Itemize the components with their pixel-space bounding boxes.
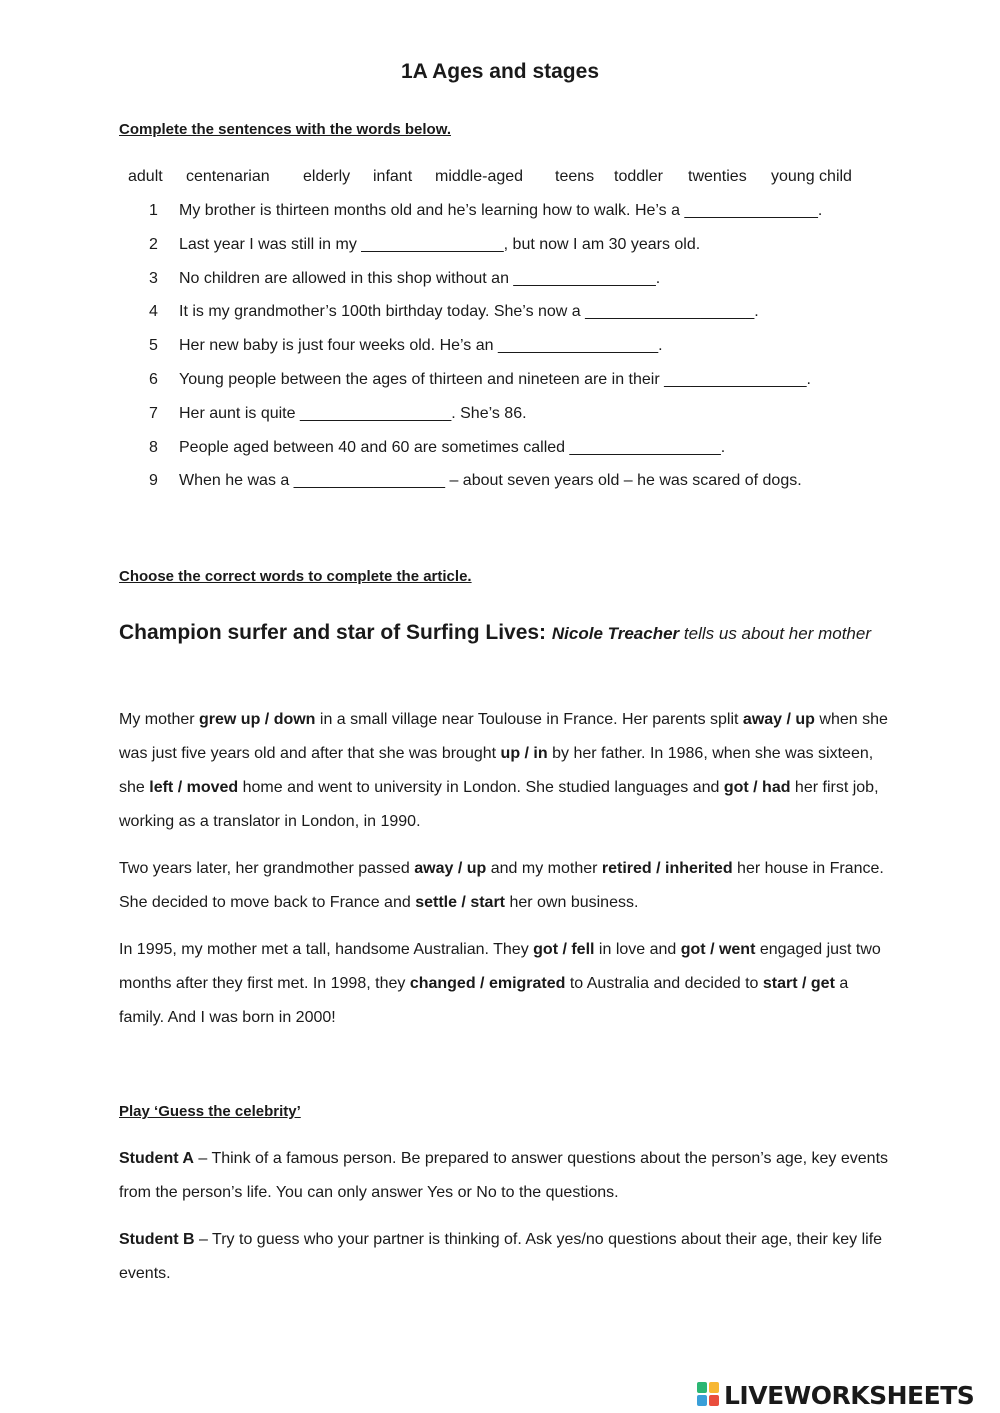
word-choice[interactable]: up / in: [500, 745, 548, 762]
word-bank-item: twenties: [688, 168, 747, 185]
sentence-number: 5: [149, 337, 158, 355]
sentence-text: It is my grandmother’s 100th birthday today. She’s now a ___________________.: [179, 303, 759, 321]
word-choice[interactable]: left / moved: [149, 779, 239, 796]
logo-text: LIVEWORKSHEETS: [724, 1380, 975, 1410]
article-paragraph-3: [119, 933, 894, 1035]
para-text: her house in France. She decided to move back to France and: [119, 860, 884, 911]
para-text: and my mother: [486, 860, 602, 877]
para-text: a family. And I was born in 2000!: [119, 975, 849, 1026]
sentence-list: [0, 202, 1000, 506]
word-choice[interactable]: start / get: [762, 975, 835, 992]
para-text: in a small village near Toulouse in France. Her parents split: [315, 711, 743, 728]
section-heading-complete: Complete the sentences with the words below.: [119, 121, 451, 138]
sentence-item: [0, 472, 1000, 506]
sentence-number: 6: [149, 370, 158, 388]
sentence-number: 7: [149, 404, 158, 422]
sentence-text: People aged between 40 and 60 are sometimes called _________________.: [179, 438, 726, 456]
article-title-main: Champion surfer and star of Surfing Lives:: [119, 621, 547, 644]
word-bank-item: adult: [128, 168, 163, 185]
para-text: home and went to university in London. She studied languages and: [238, 779, 724, 796]
sentence-item: [0, 371, 1000, 405]
sentence-item: [0, 202, 1000, 236]
sentence-number: 8: [149, 438, 158, 456]
para-text: Two years later, her grandmother passed: [119, 860, 415, 877]
logo-square: [697, 1395, 707, 1406]
word-choice[interactable]: retired / inherited: [601, 860, 733, 877]
article-subtitle-text: tells us about her mother: [683, 624, 872, 643]
student-b-text: – Try to guess who your partner is thinking of. Ask yes/no questions about their age, their key life events.: [119, 1231, 883, 1282]
liveworksheets-logo: [697, 1378, 974, 1412]
section-heading-choose: Choose the correct words to complete the article.: [119, 568, 472, 585]
sentence-text: When he was a _________________ – about seven years old – he was scared of dogs.: [179, 472, 802, 490]
word-choice[interactable]: changed / emigrated: [409, 975, 566, 992]
word-bank: [0, 168, 1000, 188]
article-paragraph-1: [119, 703, 894, 839]
logo-mark-icon: [697, 1382, 721, 1408]
sentence-item: [0, 236, 1000, 270]
para-text: In 1995, my mother met a tall, handsome Australian. They: [119, 941, 534, 958]
para-text: engaged just two months after they first met. In 1998, they: [119, 941, 881, 992]
article-subtitle-name: Nicole Treacher: [551, 624, 680, 643]
word-choice[interactable]: away / up: [742, 711, 815, 728]
word-choice[interactable]: got / went: [680, 941, 756, 958]
para-text: My mother: [119, 711, 200, 728]
student-a-text: – Think of a famous person. Be prepared to answer questions about the person’s age, key events from the person’s life. You can only answer Yes or No to the questions.: [119, 1150, 889, 1201]
article-paragraph-2: [119, 852, 894, 920]
student-a-label: Student A: [119, 1150, 194, 1167]
word-bank-item: centenarian: [186, 168, 270, 185]
sentence-number: 1: [149, 202, 158, 219]
sentence-item: [0, 337, 1000, 371]
sentence-number: 2: [149, 235, 158, 253]
sentence-text: Young people between the ages of thirteen and nineteen are in their ________________.: [179, 370, 811, 388]
student-b-instructions: [119, 1223, 894, 1291]
para-text: her first job, working as a translator in London, in 1990.: [119, 779, 879, 830]
sentence-number: 3: [149, 269, 158, 287]
student-b-label: Student B: [119, 1231, 195, 1248]
word-bank-item: teens: [555, 168, 595, 185]
word-bank-item: young child: [771, 168, 852, 185]
logo-square: [709, 1382, 719, 1393]
para-text: when she was just five years old and after that she was brought: [119, 711, 888, 762]
article-title: [119, 612, 889, 654]
sentence-text: My brother is thirteen months old and he’s learning how to walk. He’s a _______________.: [179, 202, 823, 219]
word-bank-item: infant: [373, 168, 413, 185]
word-bank-item: middle-aged: [435, 168, 524, 185]
word-choice[interactable]: got / fell: [533, 941, 595, 958]
sentence-item: [0, 270, 1000, 304]
word-choice[interactable]: grew up / down: [199, 711, 316, 728]
student-a-instructions: [119, 1142, 894, 1210]
word-choice[interactable]: settle / start: [415, 894, 505, 911]
para-text: by her father. In 1986, when she was sixteen, she: [119, 745, 874, 796]
word-bank-item: toddler: [614, 168, 663, 185]
para-text: her own business.: [505, 894, 639, 911]
logo-square: [709, 1395, 719, 1406]
sentence-number: 4: [149, 303, 158, 321]
article-subtitle: [552, 624, 871, 643]
sentence-item: [0, 439, 1000, 473]
section-heading-guess: Play ‘Guess the celebrity’: [119, 1103, 301, 1120]
para-text: to Australia and decided to: [565, 975, 763, 992]
sentence-item: [0, 405, 1000, 439]
sentence-number: 9: [149, 472, 158, 490]
sentence-text: Her aunt is quite _________________. She’s 86.: [179, 404, 527, 422]
word-choice[interactable]: away / up: [414, 860, 487, 877]
para-text: in love and: [594, 941, 681, 958]
sentence-item: [0, 303, 1000, 337]
sentence-text: Her new baby is just four weeks old. He’s an __________________.: [179, 337, 663, 355]
page-title: 1A Ages and stages: [400, 60, 599, 83]
word-bank-item: elderly: [303, 168, 351, 185]
sentence-text: No children are allowed in this shop without an ________________.: [179, 269, 661, 287]
sentence-text: Last year I was still in my ________________, but now I am 30 years old.: [179, 235, 701, 253]
word-choice[interactable]: got / had: [723, 779, 791, 796]
logo-square: [697, 1382, 707, 1393]
